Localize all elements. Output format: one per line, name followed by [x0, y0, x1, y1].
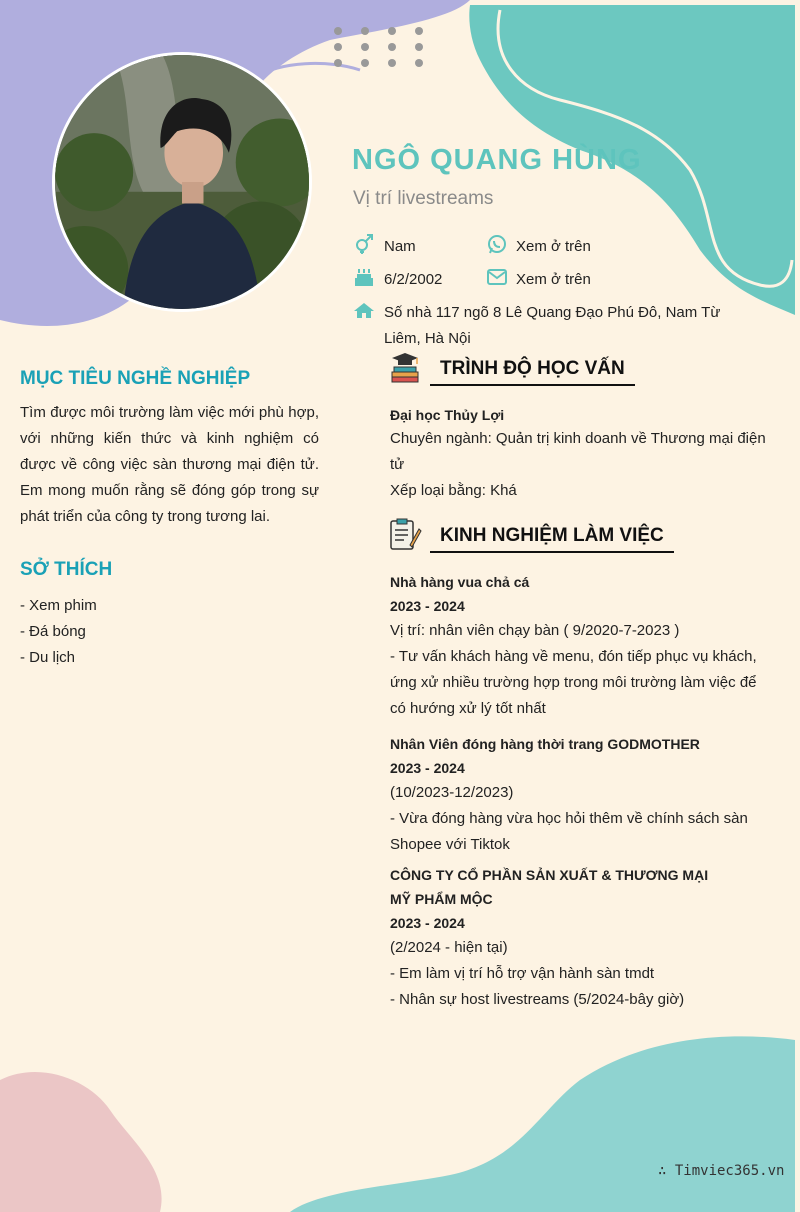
job-line: có hướng xử lý tốt nhất — [390, 700, 546, 717]
watermark: ∴ Timviec365.vn — [658, 1163, 785, 1179]
education-title: TRÌNH ĐỘ HỌC VẤN — [430, 358, 635, 386]
job-company: MỸ PHẨM MỘC — [390, 891, 493, 907]
experience-title: KINH NGHIỆM LÀM VIỆC — [430, 525, 674, 553]
phone-value: Xem ở trên — [516, 238, 591, 255]
gender-icon — [353, 233, 375, 255]
gender-value: Nam — [384, 238, 416, 255]
candidate-name: NGÔ QUANG HÙNG — [352, 144, 642, 176]
profile-photo — [52, 52, 312, 312]
address-line-1: Số nhà 117 ngõ 8 Lê Quang Đạo Phú Đô, Nam Từ — [384, 304, 721, 321]
hobby-item: - Đá bóng — [20, 623, 86, 640]
clipboard-pen-icon — [388, 517, 422, 551]
job-line: ứng xử nhiều trường hợp trong môi trường làm việc để — [390, 674, 757, 691]
candidate-position: Vị trí livestreams — [353, 188, 494, 209]
hobby-item: - Du lịch — [20, 649, 76, 666]
hobbies-title: SỞ THÍCH — [20, 559, 113, 580]
job-line: (10/2023-12/2023) — [390, 784, 514, 801]
job-line: - Em làm vị trí hỗ trợ vận hành sàn tmdt — [390, 965, 655, 982]
job-line: - Vừa đóng hàng vừa học hỏi thêm về chính sách sàn — [390, 810, 748, 827]
job-period: 2023 - 2024 — [390, 915, 465, 931]
education-major-line-2: tử — [390, 456, 405, 473]
job-line: Vị trí: nhân viên chạy bàn ( 9/2020-7-2023 ) — [390, 622, 680, 639]
email-value: Xem ở trên — [516, 271, 591, 288]
graduation-books-icon — [388, 350, 422, 384]
job-line: - Nhân sự host livestreams (5/2024-bây giờ) — [390, 991, 685, 1008]
job-line: - Tư vấn khách hàng về menu, đón tiếp phục vụ khách, — [390, 648, 757, 665]
hobby-item: - Xem phim — [20, 597, 97, 614]
job-company: CÔNG TY CỔ PHẦN SẢN XUẤT & THƯƠNG MẠI — [390, 867, 709, 883]
job-period: 2023 - 2024 — [390, 760, 465, 776]
job-line: Shopee với Tiktok — [390, 836, 510, 853]
home-icon — [353, 300, 375, 322]
job-company: Nhà hàng vua chả cá — [390, 574, 530, 590]
education-major-line-1: Chuyên ngành: Quản trị kinh doanh về Thương mại điện — [390, 430, 766, 447]
cake-icon — [353, 266, 375, 288]
objective-text: Tìm được môi trường làm việc mới phù hợp, với những kiến thức và kinh nghiệm có được về công việc sàn thương mại điện tử. Em mong muốn rằng sẽ đóng góp trong sự phát triển của công ty trong tương lai. — [20, 404, 319, 525]
address-line-2: Liêm, Hà Nội — [384, 330, 471, 347]
whatsapp-icon — [486, 233, 508, 255]
education-grade: Xếp loại bằng: Khá — [390, 482, 517, 499]
envelope-icon — [486, 266, 508, 288]
job-period: 2023 - 2024 — [390, 598, 465, 614]
objective-title: MỤC TIÊU NGHỀ NGHIỆP — [20, 368, 251, 389]
job-line: (2/2024 - hiện tại) — [390, 939, 508, 956]
job-company: Nhân Viên đóng hàng thời trang GODMOTHER — [390, 736, 700, 752]
birthday-value: 6/2/2002 — [384, 271, 443, 288]
education-school: Đại học Thủy Lợi — [390, 407, 505, 423]
